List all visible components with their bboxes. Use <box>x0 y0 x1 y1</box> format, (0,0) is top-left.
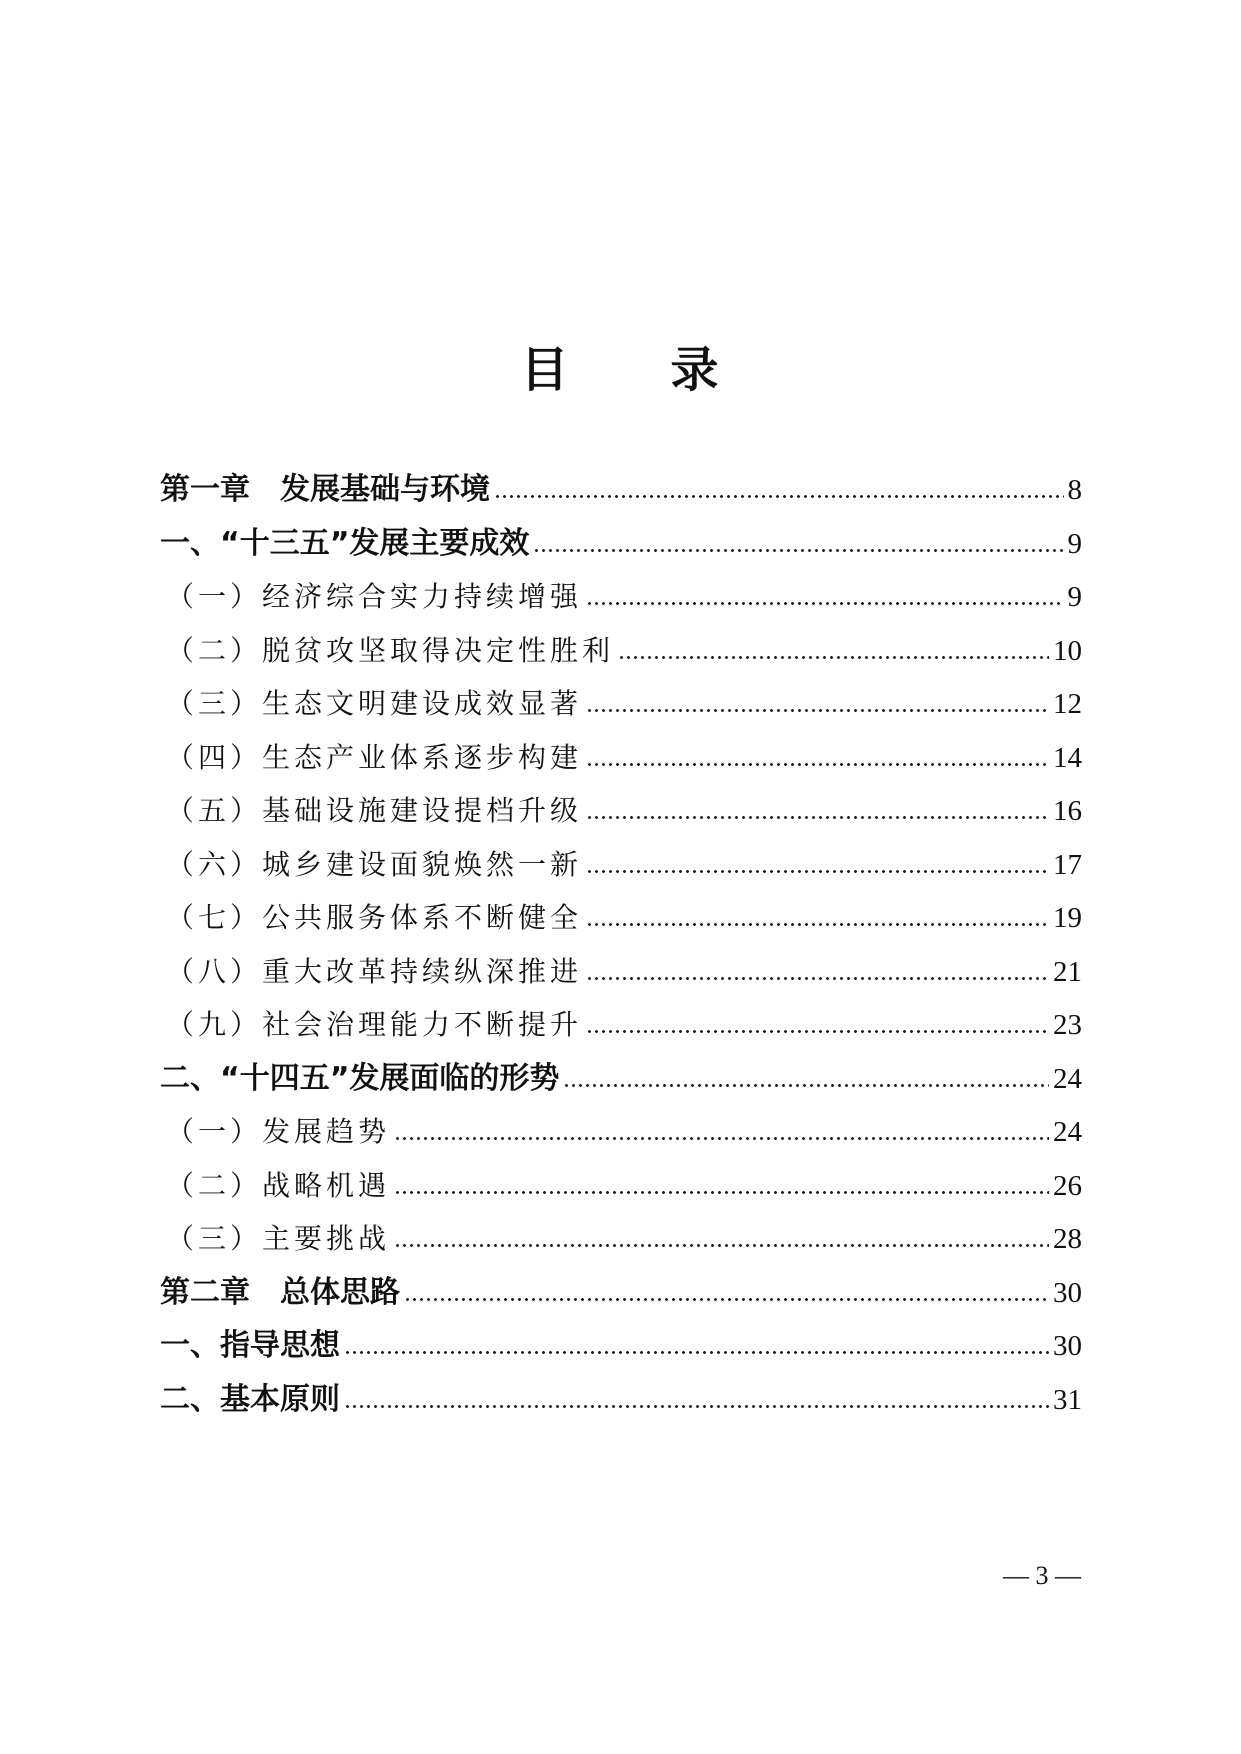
toc-leader-dots <box>563 1077 1049 1089</box>
toc-entry[interactable] <box>160 629 1082 673</box>
toc-entry[interactable] <box>160 1324 1082 1368</box>
toc-entry-title: （四）生态产业体系逐步构建 <box>166 740 583 774</box>
toc-entry[interactable] <box>160 1378 1082 1422</box>
toc-leader-dots <box>344 1344 1049 1356</box>
toc-entry-title: 二、“十四五”发展面临的形势 <box>160 1060 560 1096</box>
toc-entry-page: 10 <box>1053 634 1082 667</box>
toc-entry[interactable] <box>160 522 1082 566</box>
toc-leader-dots <box>618 649 1049 661</box>
toc-entry[interactable] <box>160 1217 1082 1261</box>
toc-entry-page: 24 <box>1053 1116 1082 1148</box>
toc-entry-page: 8 <box>1067 474 1082 506</box>
toc-leader-dots <box>394 1184 1049 1196</box>
toc-entry-page: 9 <box>1067 527 1082 560</box>
toc-leader-dots <box>394 1237 1049 1249</box>
toc-leader-dots <box>494 488 1064 500</box>
toc-entry[interactable] <box>160 468 1082 512</box>
toc-entry-title: （一）经济综合实力持续增强 <box>166 580 583 613</box>
toc-leader-dots <box>586 595 1063 607</box>
toc-entry-page: 21 <box>1053 955 1082 988</box>
toc-entry-page: 24 <box>1053 1062 1082 1095</box>
toc-entry-title: （三）主要挑战 <box>166 1222 391 1255</box>
toc-entry-title: （一）发展趋势 <box>166 1115 391 1148</box>
toc-entry-title: （二）脱贫攻坚取得决定性胜利 <box>166 633 615 667</box>
toc-entry-title: 一、指导思想 <box>160 1328 340 1363</box>
toc-entry-title: （八）重大改革持续纵深推进 <box>166 954 583 988</box>
toc-leader-dots <box>404 1291 1049 1303</box>
toc-entry[interactable] <box>160 896 1082 940</box>
toc-entry-title: （三）生态文明建设成效显著 <box>166 687 583 720</box>
toc-entry[interactable] <box>160 950 1082 994</box>
toc-leader-dots <box>533 542 1063 554</box>
toc-entry[interactable] <box>160 789 1082 833</box>
toc-leader-dots <box>586 1023 1049 1035</box>
toc-entry-title: 第二章 总体思路 <box>160 1274 400 1310</box>
toc-entry-page: 31 <box>1053 1383 1082 1416</box>
page-title: 目 录 <box>520 342 721 398</box>
page-number: — 3 — <box>1003 1561 1081 1590</box>
toc-entry[interactable] <box>160 1003 1082 1047</box>
toc-entry-page: 17 <box>1053 848 1082 881</box>
toc-entry-title: （六）城乡建设面貌焕然一新 <box>166 847 583 881</box>
toc-entry[interactable] <box>160 1271 1082 1315</box>
toc-leader-dots <box>586 756 1049 768</box>
toc-leader-dots <box>586 863 1049 875</box>
toc-entry-page: 12 <box>1053 688 1082 720</box>
toc-leader-dots <box>344 1398 1049 1410</box>
toc-entry-page: 30 <box>1053 1330 1082 1362</box>
toc-entry[interactable] <box>160 1164 1082 1208</box>
toc-entry[interactable] <box>160 575 1082 619</box>
toc-leader-dots <box>586 809 1049 821</box>
toc-entry[interactable] <box>160 736 1082 780</box>
toc-entry-page: 16 <box>1053 795 1082 827</box>
toc-entry[interactable] <box>160 682 1082 726</box>
toc-entry-page: 9 <box>1067 581 1082 613</box>
toc-leader-dots <box>586 702 1049 714</box>
toc-entry-title: （七）公共服务体系不断健全 <box>166 901 583 934</box>
toc-entry-page: 19 <box>1053 902 1082 934</box>
toc-leader-dots <box>394 1130 1049 1142</box>
toc-entry-page: 26 <box>1053 1169 1082 1202</box>
toc-entry-page: 23 <box>1053 1009 1082 1041</box>
toc-entry[interactable] <box>160 843 1082 887</box>
toc-entry-title: （九）社会治理能力不断提升 <box>166 1008 583 1041</box>
toc-leader-dots <box>586 970 1049 982</box>
toc-entry[interactable] <box>160 1057 1082 1101</box>
toc-entry-title: （五）基础设施建设提档升级 <box>166 794 583 827</box>
toc-leader-dots <box>586 916 1049 928</box>
toc-entry-page: 30 <box>1053 1276 1082 1309</box>
toc-entry-page: 14 <box>1053 741 1082 774</box>
toc-entry-title: （二）战略机遇 <box>166 1168 391 1202</box>
toc-entry-title: 一、“十三五”发展主要成效 <box>160 525 530 561</box>
toc-entry-title: 第一章 发展基础与环境 <box>160 472 490 507</box>
toc-entry[interactable] <box>160 1110 1082 1154</box>
toc-entry-title: 二、基本原则 <box>160 1381 340 1417</box>
toc-entry-page: 28 <box>1053 1223 1082 1255</box>
